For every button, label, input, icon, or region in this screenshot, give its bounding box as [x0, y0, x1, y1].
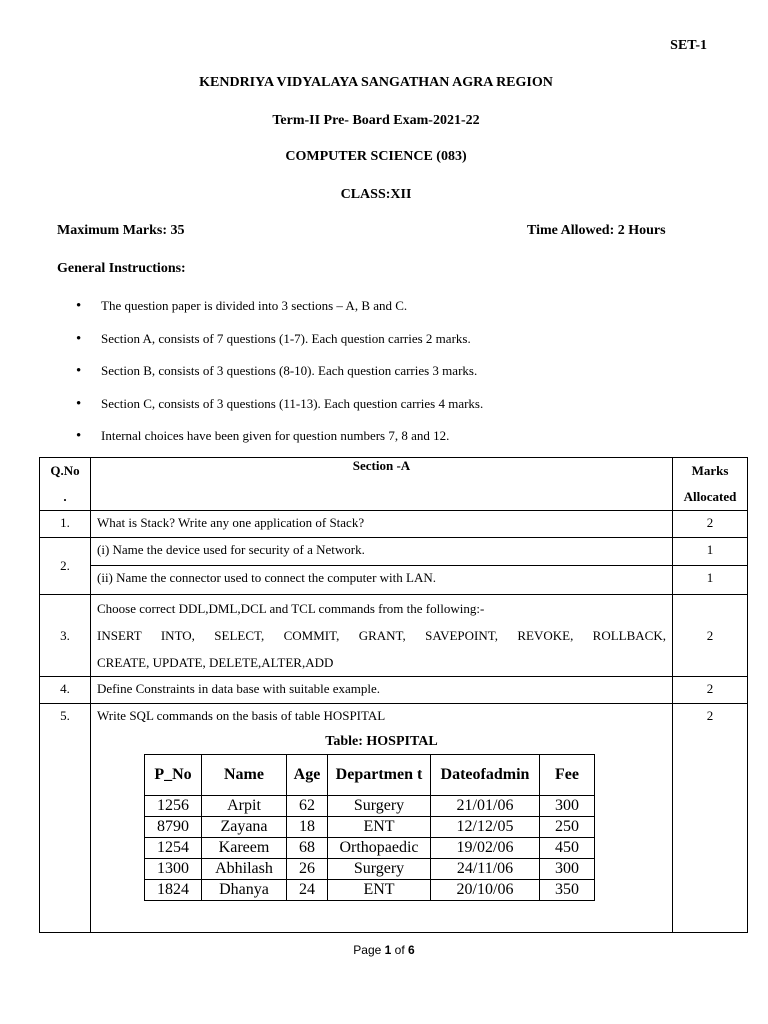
cell: 1256: [145, 796, 202, 817]
maximum-marks: Maximum Marks: 35: [57, 223, 185, 238]
q5-text: Write SQL commands on the basis of table HOSPITAL: [97, 708, 386, 723]
cell: 21/01/06: [431, 796, 540, 817]
marks-header-line1: Marks: [691, 463, 729, 478]
table-row: [145, 796, 595, 817]
cell: 68: [287, 838, 328, 859]
cell: 300: [540, 796, 595, 817]
q1-text: What is Stack? Write any one application of Stack?: [91, 511, 673, 538]
q4-marks: 2: [673, 677, 748, 704]
cell: 19/02/06: [431, 838, 540, 859]
cell: 250: [540, 817, 595, 838]
q3-line2: INSERT INTO, SELECT, COMMIT, GRANT, SAVEPOINT, REVOKE, ROLLBACK,: [97, 628, 666, 643]
q5-cell: [91, 704, 673, 933]
q4-number: 4.: [40, 677, 91, 704]
question-table: [39, 457, 748, 933]
table-row-q1: [40, 511, 748, 538]
cell: Dhanya: [202, 880, 287, 901]
q3-text: [91, 595, 673, 677]
instruction-item: • The question paper is divided into 3 sections – A, B and C.: [76, 290, 483, 323]
instruction-item: • Section A, consists of 7 questions (1-7). Each question carries 2 marks.: [76, 323, 483, 356]
col-dateofadmin: Dateofadmin: [431, 755, 540, 796]
q3-line3: CREATE, UPDATE, DELETE,ALTER,ADD: [97, 655, 334, 670]
q2-part2: (ii) Name the connector used to connect the computer with LAN.: [91, 566, 673, 595]
time-allowed: Time Allowed: 2 Hours: [527, 223, 666, 238]
instruction-item: • Internal choices have been given for question numbers 7, 8 and 12.: [76, 420, 483, 453]
cell: 350: [540, 880, 595, 901]
table-row-q5: [40, 704, 748, 933]
table-row-q2b: [40, 566, 748, 595]
footer-current-page: 1: [384, 943, 392, 957]
cell: 300: [540, 859, 595, 880]
col-name: Name: [202, 755, 287, 796]
q2-marks1: 1: [673, 538, 748, 566]
cell: 20/10/06: [431, 880, 540, 901]
set-label: SET-1: [670, 38, 707, 53]
col-fee: Fee: [540, 755, 595, 796]
class-title: CLASS:XII: [340, 187, 412, 202]
section-header: Section -A: [91, 458, 673, 511]
qno-header-line1: Q.No: [50, 463, 80, 478]
cell: 26: [287, 859, 328, 880]
marks-header-line2: Allocated: [683, 489, 737, 504]
cell: Surgery: [328, 859, 431, 880]
q1-marks: 2: [673, 511, 748, 538]
table-row-q4: [40, 677, 748, 704]
instructions-list: [76, 290, 483, 453]
table-row-q3: [40, 595, 748, 677]
q3-number: 3.: [40, 595, 91, 677]
organization-title: KENDRIYA VIDYALAYA SANGATHAN AGRA REGION: [199, 75, 553, 90]
table-header-row: [40, 458, 748, 511]
table-row-q2a: [40, 538, 748, 566]
cell: Arpit: [202, 796, 287, 817]
col-pno: P_No: [145, 755, 202, 796]
table-row: [145, 838, 595, 859]
exam-title: Term-II Pre- Board Exam-2021-22: [272, 113, 480, 128]
cell: Kareem: [202, 838, 287, 859]
instruction-item: • Section B, consists of 3 questions (8-10). Each question carries 3 marks.: [76, 355, 483, 388]
general-instructions-heading: General Instructions:: [57, 261, 186, 276]
q4-text: Define Constraints in data base with suitable example.: [91, 677, 673, 704]
table-row: [145, 880, 595, 901]
table-row: [145, 859, 595, 880]
instruction-item: • Section C, consists of 3 questions (11-13). Each question carries 4 marks.: [76, 388, 483, 421]
hospital-table: [144, 754, 595, 901]
cell: 24: [287, 880, 328, 901]
cell: ENT: [328, 880, 431, 901]
cell: ENT: [328, 817, 431, 838]
q2-marks2: 1: [673, 566, 748, 595]
table-row: [145, 817, 595, 838]
cell: 24/11/06: [431, 859, 540, 880]
footer-total-pages: 6: [408, 943, 415, 957]
cell: Zayana: [202, 817, 287, 838]
subject-title: COMPUTER SCIENCE (083): [285, 149, 467, 164]
cell: Abhilash: [202, 859, 287, 880]
footer-prefix: Page: [353, 943, 385, 957]
col-department: Departmen t: [328, 755, 431, 796]
cell: 1300: [145, 859, 202, 880]
q3-line1: Choose correct DDL,DML,DCL and TCL commands from the following:-: [97, 601, 485, 616]
cell: 1254: [145, 838, 202, 859]
q1-number: 1.: [40, 511, 91, 538]
cell: 62: [287, 796, 328, 817]
col-age: Age: [287, 755, 328, 796]
hospital-header-row: [145, 755, 595, 796]
qno-header: [40, 458, 91, 511]
q5-marks: 2: [673, 704, 748, 933]
q2-number: 2.: [40, 538, 91, 595]
cell: 8790: [145, 817, 202, 838]
q3-marks: 2: [673, 595, 748, 677]
cell: Surgery: [328, 796, 431, 817]
cell: Orthopaedic: [328, 838, 431, 859]
footer-of: of: [391, 943, 409, 957]
cell: 18: [287, 817, 328, 838]
cell: 1824: [145, 880, 202, 901]
q2-part1: (i) Name the device used for security of a Network.: [91, 538, 673, 566]
qno-header-line2: .: [63, 489, 67, 504]
page-footer: [0, 943, 768, 957]
q5-number: 5.: [40, 704, 91, 933]
marks-header: [673, 458, 748, 511]
hospital-table-title: Table: HOSPITAL: [325, 734, 438, 749]
cell: 12/12/05: [431, 817, 540, 838]
cell: 450: [540, 838, 595, 859]
